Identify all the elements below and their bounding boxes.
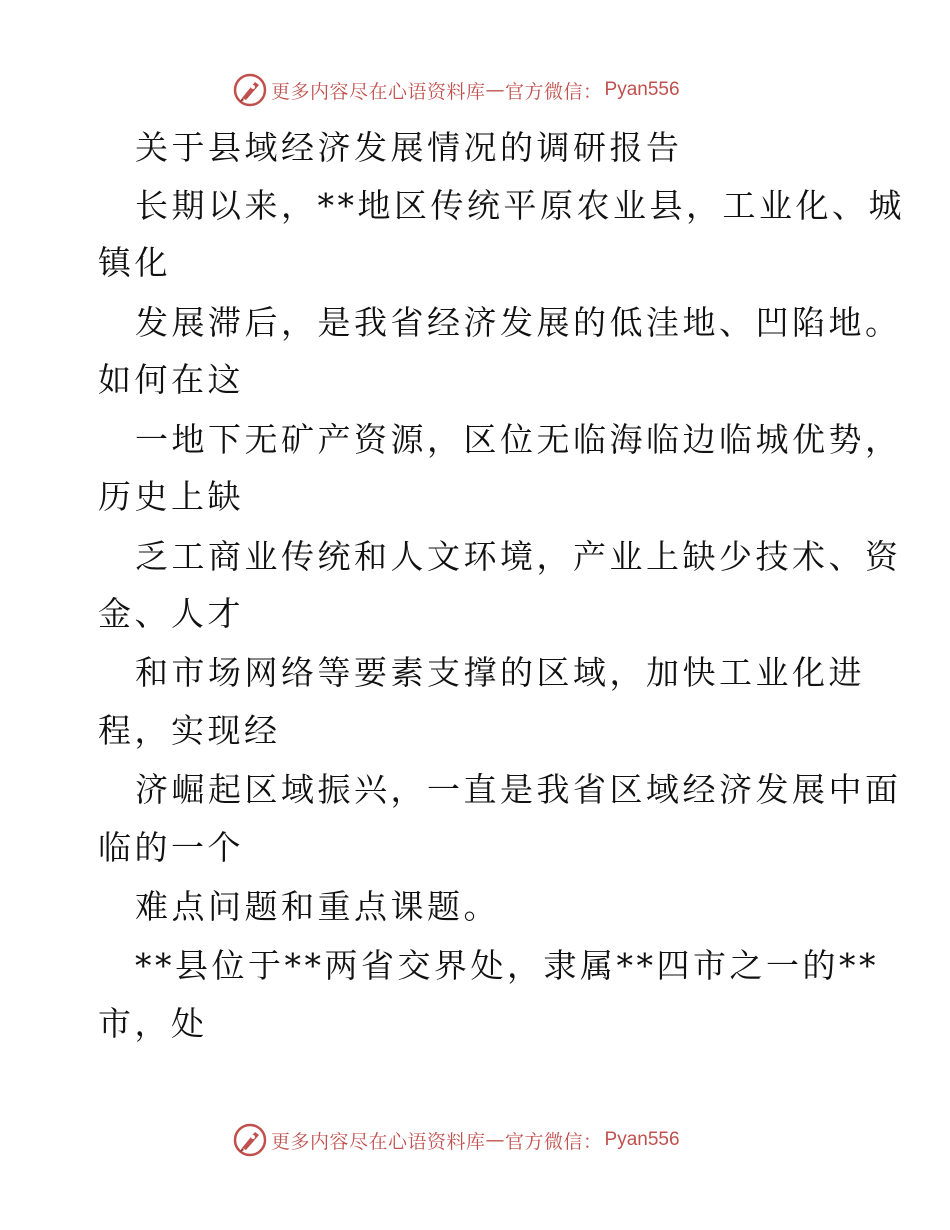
paragraph-line: 如何在这 <box>98 360 244 399</box>
watermark-main-text: 更多内容尽在心语资料库 <box>271 1130 486 1153</box>
watermark-separator: — <box>485 1129 506 1151</box>
watermark-wechat-id: Pyan556 <box>604 79 680 100</box>
paragraph-line: 历史上缺 <box>98 477 244 516</box>
footer-watermark-banner <box>233 1122 680 1158</box>
watermark-separator: — <box>485 79 506 101</box>
paragraph-line: 和市场网络等要素支撑的区域，加快工业化进 <box>135 653 865 692</box>
paragraph-line: 镇化 <box>98 243 171 282</box>
paragraph-line: 济崛起区域振兴，一直是我省区域经济发展中面 <box>135 770 902 809</box>
watermark-wechat-id: Pyan556 <box>604 1129 680 1150</box>
paragraph-line: 市，处 <box>98 1004 208 1043</box>
watermark-wechat-label: 官方微信： <box>505 80 603 103</box>
paragraph-line: 临的一个 <box>98 828 244 867</box>
document-title: 关于县域经济发展情况的调研报告 <box>135 128 683 167</box>
paragraph-line: **县位于**两省交界处，隶属**四市之一的** <box>135 946 879 985</box>
paragraph-line: 难点问题和重点课题。 <box>135 887 500 926</box>
quill-pen-logo-icon <box>233 73 267 107</box>
paragraph-line: 一地下无矿产资源，区位无临海临边临城优势， <box>135 420 902 459</box>
paragraph-line: 长期以来，**地区传统平原农业县，工业化、城 <box>135 186 905 225</box>
paragraph-line: 程，实现经 <box>98 711 281 750</box>
quill-pen-logo-icon <box>233 1123 267 1157</box>
paragraph-line: 金、人才 <box>98 594 244 633</box>
header-watermark-banner <box>233 72 680 108</box>
watermark-main-text: 更多内容尽在心语资料库 <box>271 80 486 103</box>
watermark-wechat-label: 官方微信： <box>505 1130 603 1153</box>
paragraph-line: 发展滞后，是我省经济发展的低洼地、凹陷地。 <box>135 303 902 342</box>
paragraph-line: 乏工商业传统和人文环境，产业上缺少技术、资 <box>135 537 902 576</box>
